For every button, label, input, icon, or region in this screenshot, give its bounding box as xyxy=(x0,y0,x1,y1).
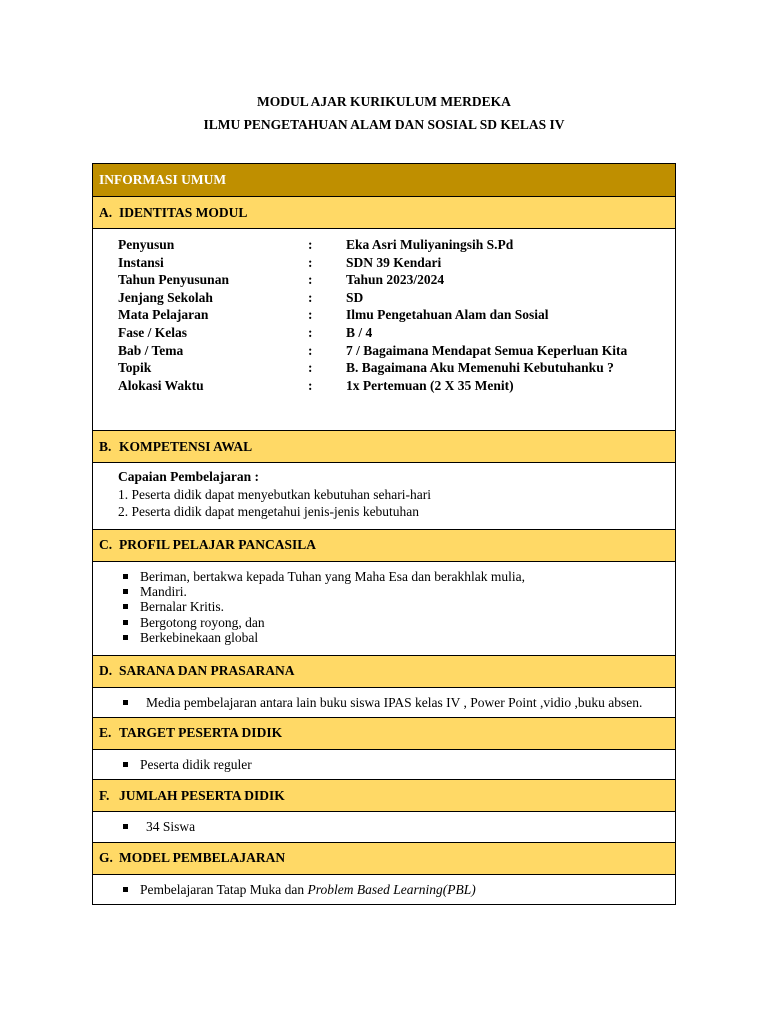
list-item xyxy=(93,630,675,645)
list-item-text: 34 Siswa xyxy=(146,819,196,835)
identity-label: Tahun Penyusunan xyxy=(118,272,229,288)
identitas-body xyxy=(93,229,676,431)
section-e-header xyxy=(93,717,676,749)
section-letter: B. xyxy=(99,438,112,454)
identity-row xyxy=(118,306,675,324)
list-item-text: Peserta didik reguler xyxy=(140,756,252,772)
identity-colon: : xyxy=(308,377,313,393)
list-item-text: Beriman, bertakwa kepada Tuhan yang Maha Esa dan berakhlak mulia, xyxy=(140,568,526,584)
section-letter: G. xyxy=(99,850,113,866)
list-item-text: Media pembelajaran antara lain buku siswa IPAS kelas IV , Power Point ,vidio ,buku absen. xyxy=(146,694,643,710)
capaian-heading: Capaian Pembelajaran : xyxy=(118,469,259,484)
square-bullet-icon xyxy=(123,589,128,594)
identity-label: Fase / Kelas xyxy=(118,324,187,340)
section-c-header xyxy=(93,529,676,561)
list-item xyxy=(93,599,675,614)
section-title: PROFIL PELAJAR PANCASILA xyxy=(119,537,317,552)
identity-colon: : xyxy=(308,342,313,358)
list-item xyxy=(93,695,675,710)
module-info-table xyxy=(92,163,676,905)
list-item-text: Mandiri. xyxy=(140,583,187,599)
square-bullet-icon xyxy=(123,824,128,829)
model-body xyxy=(93,874,676,904)
identity-label: Topik xyxy=(118,360,152,376)
section-title: MODEL PEMBELAJARAN xyxy=(119,850,286,866)
identity-row xyxy=(118,236,675,254)
identity-value: Eka Asri Muliyaningsih S.Pd xyxy=(346,237,514,252)
square-bullet-icon xyxy=(123,887,128,892)
list-item-text: Bergotong royong, dan xyxy=(140,614,265,630)
identity-value: SDN 39 Kendari xyxy=(346,254,442,270)
document-title: MODUL AJAR KURIKULUM MERDEKA xyxy=(257,94,511,109)
identity-row xyxy=(118,254,675,272)
list-item-text: Pembelajaran Tatap Muka dan xyxy=(140,881,308,897)
info-umum-header: INFORMASI UMUM xyxy=(93,164,676,197)
identity-row xyxy=(118,377,675,395)
identity-label: Bab / Tema xyxy=(118,342,184,358)
profil-body xyxy=(93,561,676,655)
section-g-header xyxy=(93,842,676,874)
identity-colon: : xyxy=(308,289,313,305)
square-bullet-icon xyxy=(123,635,128,640)
section-title: JUMLAH PESERTA DIDIK xyxy=(119,787,285,803)
identity-row xyxy=(118,359,675,377)
section-title: IDENTITAS MODUL xyxy=(119,204,248,220)
list-item xyxy=(93,757,675,772)
section-title: KOMPETENSI AWAL xyxy=(119,438,253,454)
identity-value: 7 / Bagaimana Mendapat Semua Keperluan Kita xyxy=(346,342,628,358)
document-subtitle: ILMU PENGETAHUAN ALAM DAN SOSIAL SD KELAS IV xyxy=(203,117,565,132)
square-bullet-icon xyxy=(123,762,128,767)
identity-colon: : xyxy=(308,254,313,270)
section-a-header xyxy=(93,197,676,229)
identity-value: Tahun 2023/2024 xyxy=(346,272,445,288)
identity-value: SD xyxy=(346,289,364,305)
square-bullet-icon xyxy=(123,604,128,609)
identity-label: Jenjang Sekolah xyxy=(118,289,213,305)
identity-label: Instansi xyxy=(118,254,164,270)
capaian-item: 2. Peserta didik dapat mengetahui jenis-jenis kebutuhan xyxy=(118,504,420,519)
section-letter: A. xyxy=(99,204,113,220)
identity-colon: : xyxy=(308,272,313,288)
identity-row xyxy=(118,289,675,307)
identity-row xyxy=(118,342,675,360)
section-letter: F. xyxy=(99,787,110,803)
list-item-text: Bernalar Kritis. xyxy=(140,599,224,615)
identity-colon: : xyxy=(308,307,313,323)
section-d-header xyxy=(93,655,676,687)
identity-value: B. Bagaimana Aku Memenuhi Kebutuhanku ? xyxy=(346,360,614,376)
kompetensi-body xyxy=(93,463,676,530)
identity-colon: : xyxy=(308,360,313,376)
identity-row xyxy=(118,324,675,342)
identity-value: Ilmu Pengetahuan Alam dan Sosial xyxy=(346,307,549,323)
list-item xyxy=(93,819,675,834)
identity-colon: : xyxy=(308,237,313,252)
section-letter: E. xyxy=(99,725,112,741)
list-item-italic-text: Problem Based Learning(PBL) xyxy=(307,881,476,897)
list-item xyxy=(93,584,675,599)
section-letter: D. xyxy=(99,663,113,679)
list-item xyxy=(93,615,675,630)
list-item xyxy=(93,569,675,584)
square-bullet-icon xyxy=(123,700,128,705)
identity-label: Penyusun xyxy=(118,237,175,252)
section-letter: C. xyxy=(99,537,113,552)
capaian-item: 1. Peserta didik dapat menyebutkan kebutuhan sehari-hari xyxy=(118,486,432,502)
target-body xyxy=(93,749,676,779)
square-bullet-icon xyxy=(123,620,128,625)
jumlah-body xyxy=(93,812,676,842)
section-title: SARANA DAN PRASARANA xyxy=(119,663,295,679)
list-item xyxy=(93,882,675,897)
identity-label: Mata Pelajaran xyxy=(118,307,209,323)
identity-value: 1x Pertemuan (2 X 35 Menit) xyxy=(346,377,514,393)
list-item-text: Berkebinekaan global xyxy=(140,630,259,646)
identity-value: B / 4 xyxy=(346,324,373,340)
section-b-header xyxy=(93,431,676,463)
identity-row xyxy=(118,271,675,289)
square-bullet-icon xyxy=(123,574,128,579)
identity-colon: : xyxy=(308,324,313,340)
section-f-header xyxy=(93,780,676,812)
sarana-body xyxy=(93,687,676,717)
section-title: TARGET PESERTA DIDIK xyxy=(119,725,283,741)
identity-label: Alokasi Waktu xyxy=(118,377,204,393)
